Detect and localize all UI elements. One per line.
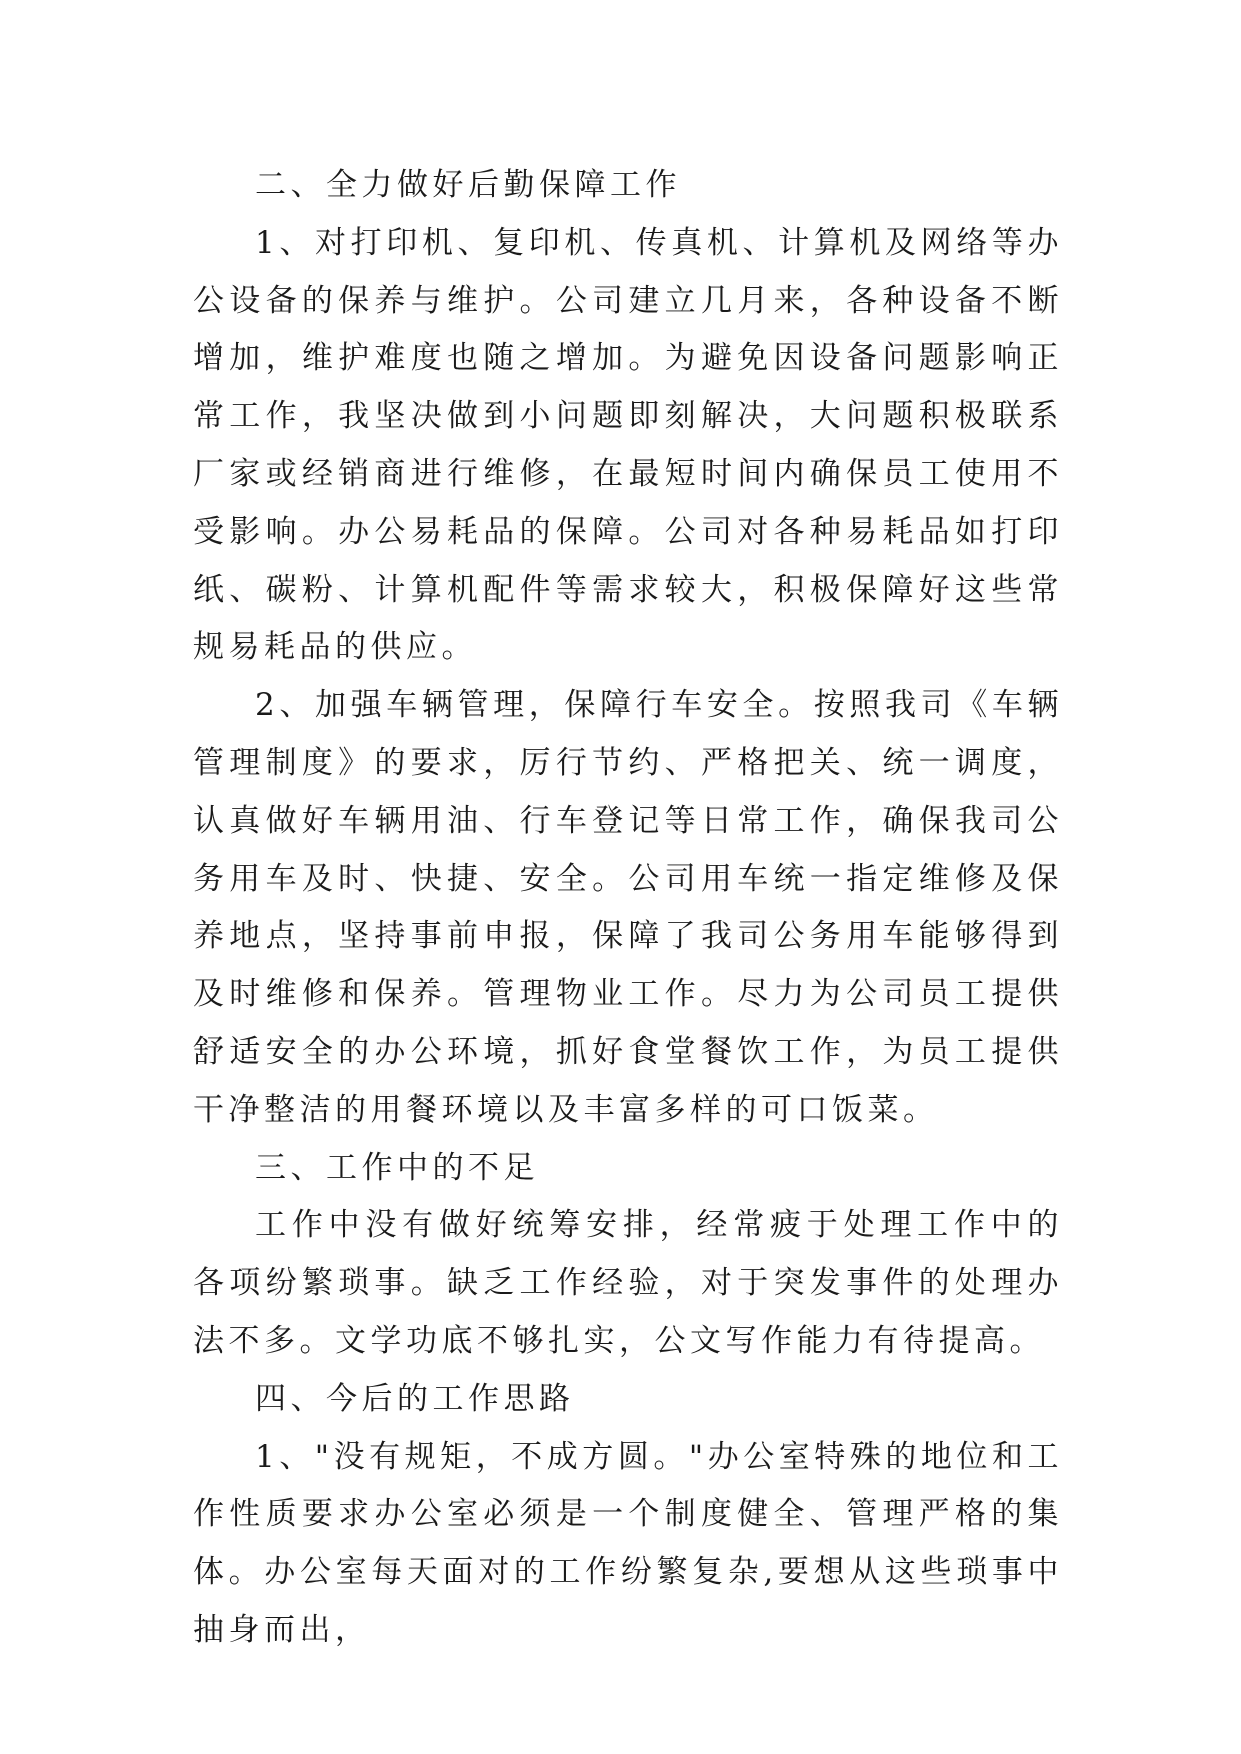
- paragraph-shortcomings: 工作中没有做好统筹安排，经常疲于处理工作中的各项纷繁琐事。缺乏工作经验，对于突发事件的处理办法不多。文学功底不够扎实，公文写作能力有待提高。: [193, 1207, 1063, 1359]
- section-heading-future-plans: 四、今后的工作思路: [255, 1380, 575, 1417]
- paragraph-vehicle-management: 2、加强车辆管理，保障行车安全。按照我司《车辆管理制度》的要求，厉行节约、严格把关、统一调度，认真做好车辆用油、行车登记等日常工作，确保我司公务用车及时、快捷、安全。公司用车统一指定维修及保养地点，坚持事前申报，保障了我司公务用车能够得到及时维修和保养。管理物业工作。尽力为公司员工提供舒适安全的办公环境，抓好食堂餐饮工作，为员工提供干净整洁的用餐环境以及丰富多样的可口饭菜。: [193, 687, 1063, 1128]
- section-heading-shortcomings: 三、工作中的不足: [255, 1149, 539, 1186]
- section-heading-logistics: 二、全力做好后勤保障工作: [255, 167, 681, 203]
- document-body: [193, 157, 1063, 1660]
- paragraph-office-equipment: 1、对打印机、复印机、传真机、计算机及网络等办公设备的保养与维护。公司建立几月来，各种设备不断增加，维护难度也随之增加。为避免因设备问题影响正常工作，我坚决做到小问题即刻解决，大问题积极联系厂家或经销商进行维修，在最短时间内确保员工使用不受影响。办公易耗品的保障。公司对各种易耗品如打印纸、碳粉、计算机配件等需求较大，积极保障好这些常规易耗品的供应。: [193, 224, 1063, 666]
- paragraph-rules: 1、"没有规矩，不成方圆。"办公室特殊的地位和工作性质要求办公室必须是一个制度健全、管理严格的集体。办公室每天面对的工作纷繁复杂,要想从这些琐事中抽身而出，: [193, 1438, 1063, 1648]
